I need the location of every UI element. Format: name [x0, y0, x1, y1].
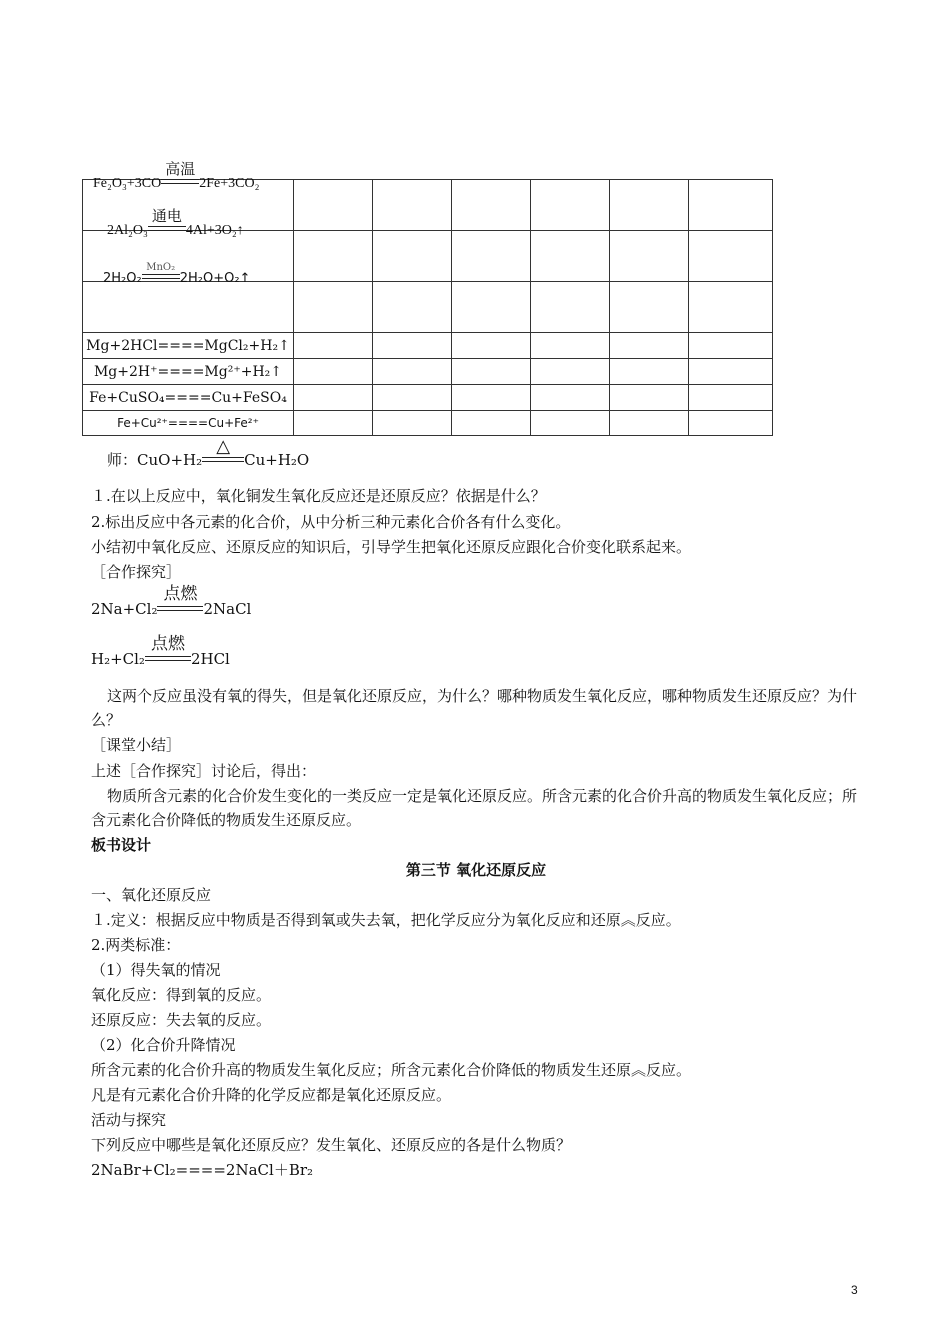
table-row: Fe₂O₃+3CO 高温 2Fe+3CO₂	[83, 180, 773, 231]
after-discussion: 上述［合作探究］讨论后，得出：	[91, 762, 317, 780]
equation-cell: Mg+2H⁺====Mg²⁺+H₂↑	[83, 359, 294, 385]
coop-heading: ［合作探究］	[91, 563, 182, 581]
equation-cell: Fe+Cu²⁺====Cu+Fe²⁺	[83, 411, 294, 436]
outline-line: 凡是有元素化合价升降的化学反应都是氧化还原反应。	[91, 1086, 452, 1104]
condition-arrow: 高温	[161, 173, 199, 187]
board-heading: 板书设计	[91, 836, 152, 854]
table-row	[83, 333, 773, 359]
condition-arrow: MnO₂	[142, 268, 180, 282]
coop-question: 这两个反应虽没有氧的得失，但是氧化还原反应，为什么？哪种物质发生氧化反应，哪种物质发生还原反应？为什么？	[91, 687, 858, 729]
question-2: 2.标出反应中各元素的化合价，从中分析三种元素化合价各有什么变化。	[91, 513, 571, 531]
outline-line: １.定义：根据反应中物质是否得到氧或失去氧，把化学反应分为氧化反应和还原︽反应。	[91, 911, 681, 929]
outline-line: 一、氧化还原反应	[91, 886, 212, 904]
outline-line: 活动与探究	[91, 1111, 167, 1129]
table-row	[83, 411, 773, 436]
condition-arrow: 点燃	[157, 600, 203, 614]
equation-cell: Mg+2HCl====MgCl₂+H₂↑	[83, 333, 294, 359]
outline-line: （2）化合价升降情况	[91, 1036, 236, 1054]
outline-line: 2NaBr+Cl₂====2NaCl＋Br₂	[91, 1161, 314, 1179]
table-row	[83, 359, 773, 385]
outline-line: （1）得失氧的情况	[91, 961, 221, 979]
table-row	[83, 385, 773, 411]
equation-h-cl: H₂+Cl₂ 点燃 2HCl	[91, 634, 230, 668]
outline-line: 下列反应中哪些是氧化还原反应？发生氧化、还原反应的各是什么物质？	[91, 1136, 572, 1154]
summary-intro: 小结初中氧化反应、还原反应的知识后，引导学生把氧化还原反应跟化合价变化联系起来。	[91, 538, 692, 556]
page-number: 3	[851, 1283, 858, 1297]
conclusion: 物质所含元素的化合价发生变化的一类反应一定是氧化还原反应。所含元素的化合价升高的物质发生氧化反应；所含元素化合价降低的物质发生还原反应。	[91, 787, 858, 829]
question-1: １.在以上反应中，氧化铜发生氧化反应还是还原反应？依据是什么？	[91, 487, 546, 505]
table-row: 2H₂O₂ MnO₂ 2H₂O+O₂↑	[83, 282, 773, 333]
equation-na-cl: 2Na+Cl₂ 点燃 2NaCl	[91, 584, 252, 618]
outline-line: 氧化反应：得到氧的反应。	[91, 986, 272, 1004]
outline-line: 还原反应：失去氧的反应。	[91, 1011, 272, 1029]
table-row: 2Al₂O₃ 通电 4Al+3O₂↑	[83, 231, 773, 282]
condition-arrow: △	[202, 451, 244, 465]
class-summary-heading: ［课堂小结］	[91, 736, 182, 754]
reaction-table	[82, 160, 773, 436]
outline-line: 2.两类标准：	[91, 936, 181, 954]
condition-arrow: 点燃	[145, 650, 191, 664]
section-title: 第三节 氧化还原反应	[405, 861, 547, 879]
condition-arrow: 通电	[148, 220, 186, 234]
teacher-equation: 师：CuO+H₂ △ Cu+H₂O	[107, 436, 310, 469]
outline-line: 所含元素的化合价升高的物质发生氧化反应；所含元素化合价降低的物质发生还原︽反应。	[91, 1061, 692, 1079]
equation-cell: Fe+CuSO₄====Cu+FeSO₄	[83, 385, 294, 411]
